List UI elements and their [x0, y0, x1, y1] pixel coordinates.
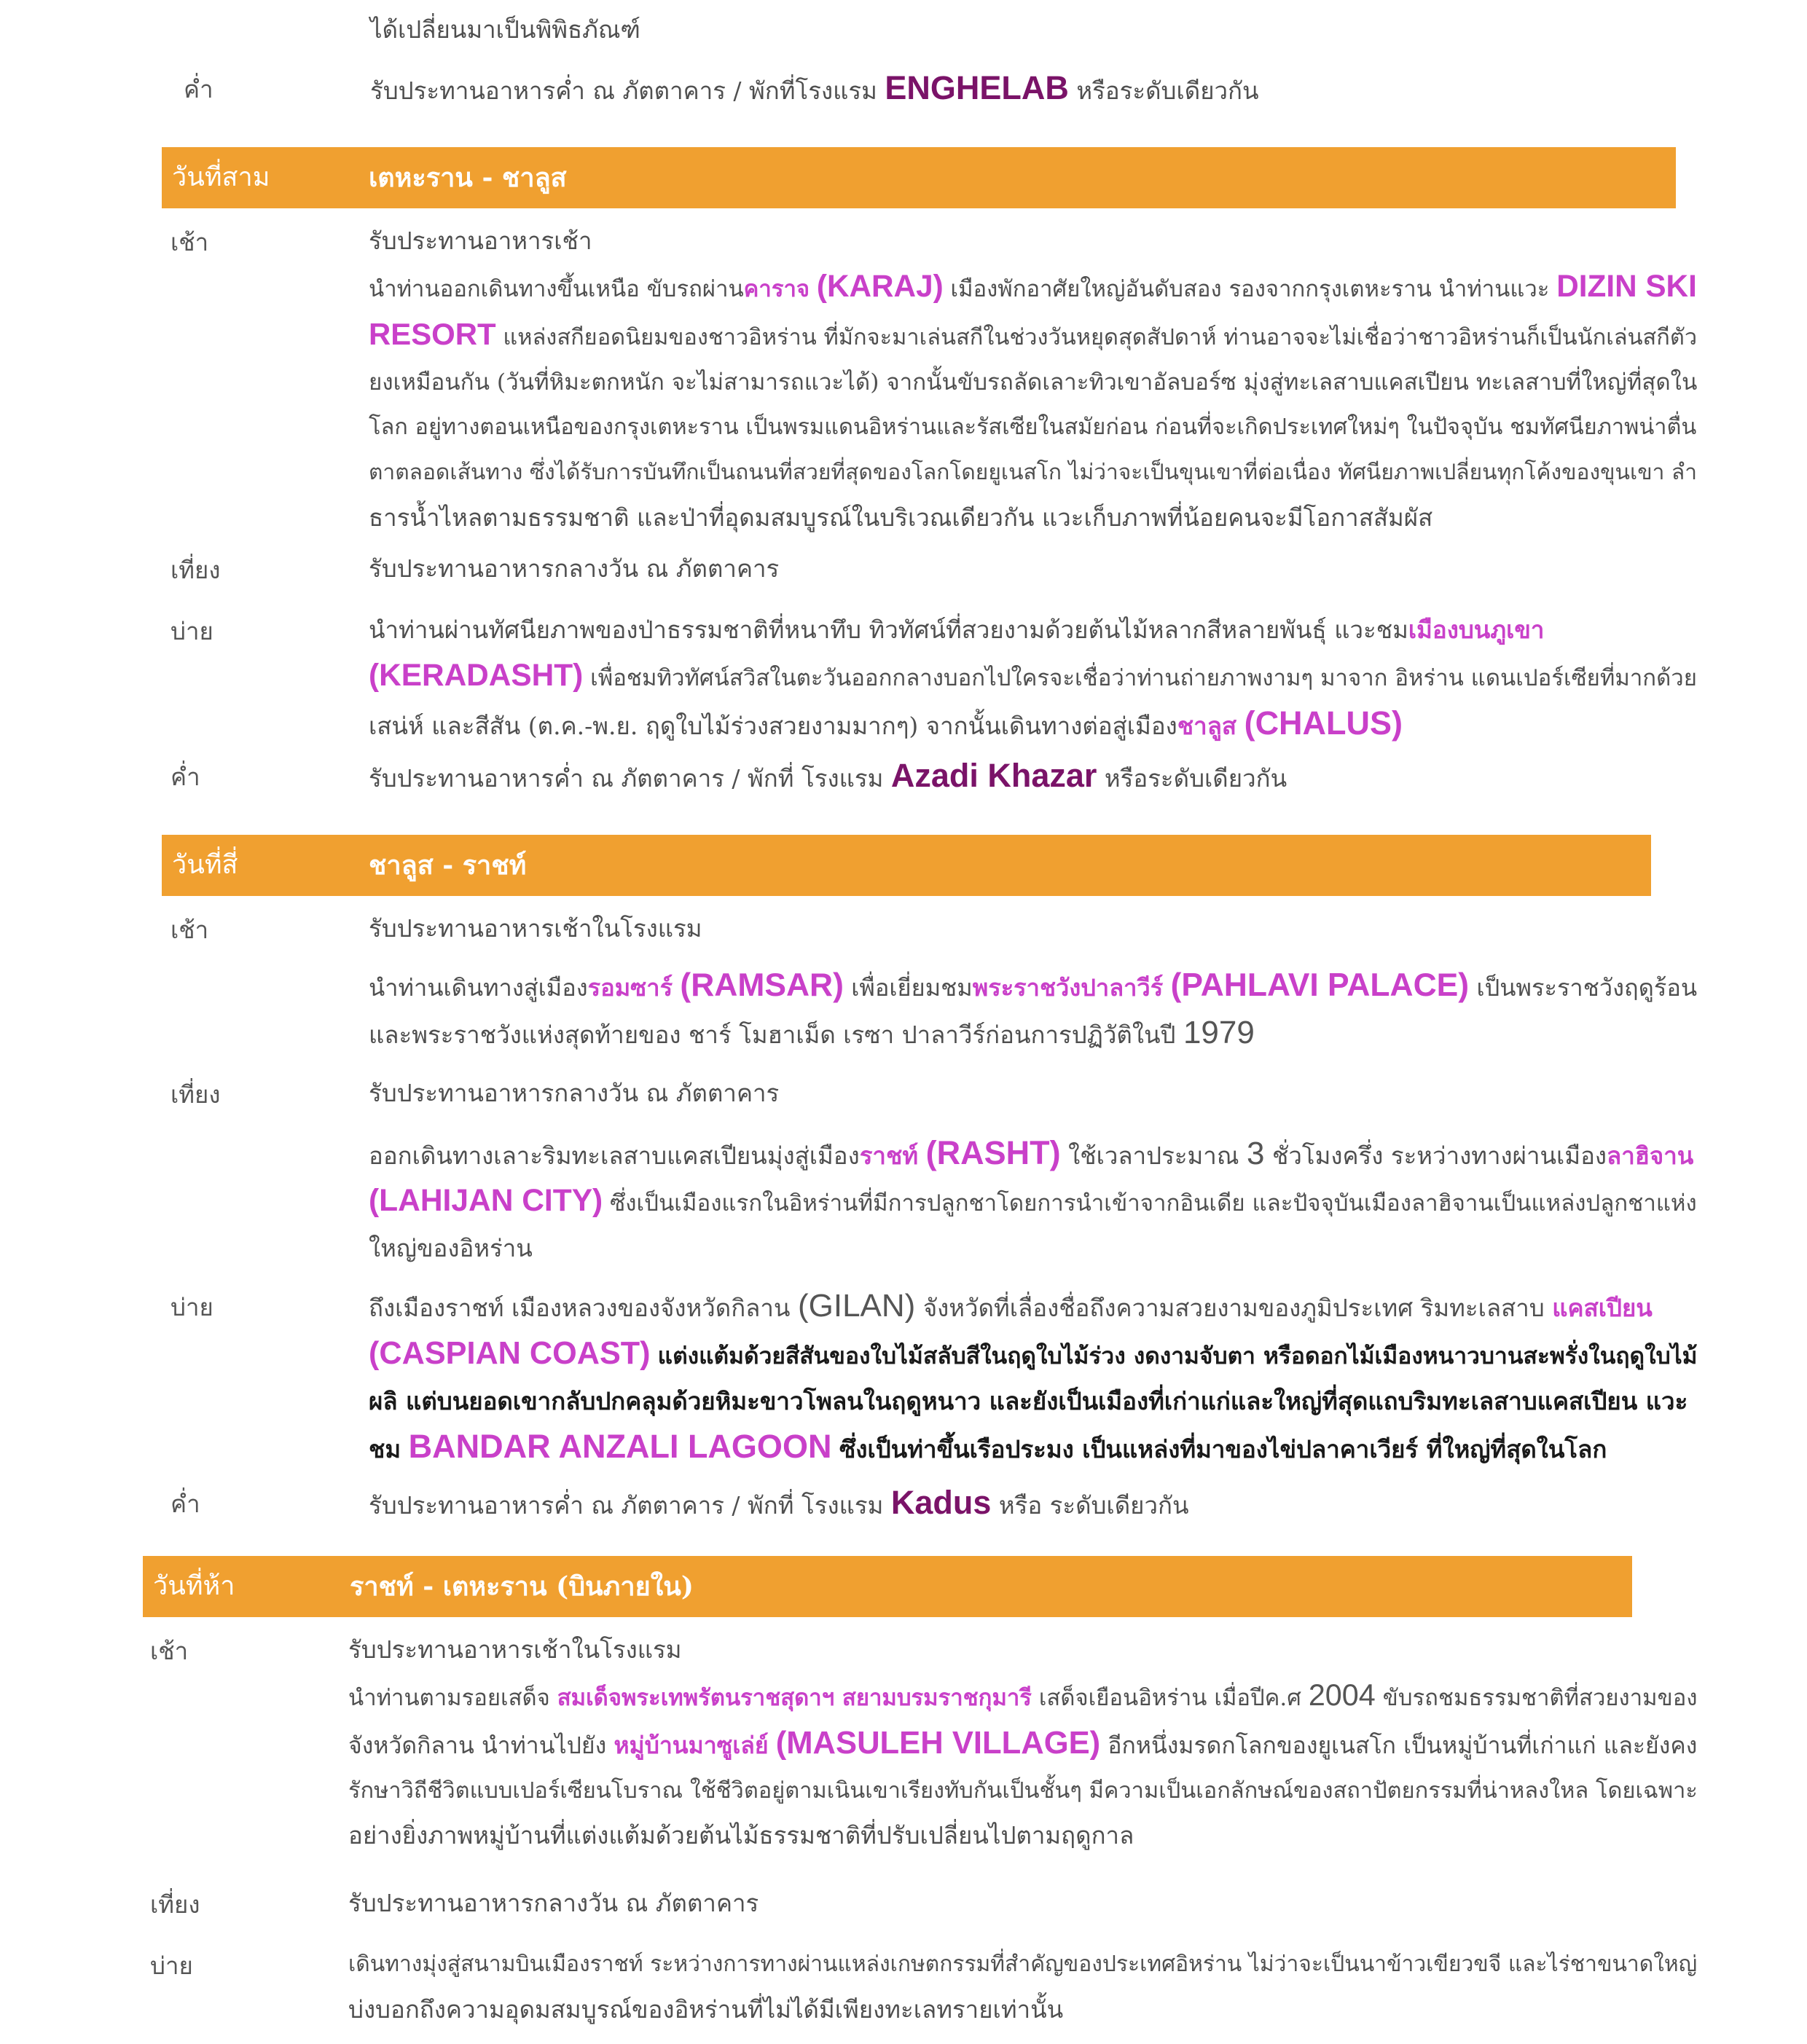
day4-morning-detail: นำท่านเดินทางสู่เมืองรอมซาร์ (RAMSAR) เพื่อเยี่ยมชมพระราชวังปาลาวีร์ (PAHLAVI PALACE) เป็นพระราชวังฤดูร้อน และพระราชวังแห่งสุดท้ายของ ชาร์ โมฮาเม็ด เรซา ปาลาวีร์ก่อนการปฏิวัติในปี 1979 — [369, 967, 1698, 1050]
day5-morning: รับประทานอาหารเช้าในโรงแรม นำท่านตามรอยเสด็จ สมเด็จพระเทพรัตนราชสุดาฯ สยามบรมราชกุมารี เสด็จเยือนอิหร่าน เมื่อปีค.ศ 2004 ขับรถชมธรรมชาติที่สวยงามของ จังหวัดกิลาน นำท่านไปยัง หมู่บ้านมาซูเล่ย์ (MASULEH VILLAGE) อีกหนึ่งมรดกโลกของยูเนสโก เป็นหมู่บ้านที่เก่าแก่ และยังคง รักษาวิถีชีวิตแบบเปอร์เซียนโบราณ ใช้ชีวิตอยู่ตามเนินเขาเรียงทับกันเป็นชั้นๆ มีความเป็นเอกลักษณ์ของสถาปัตยกรรมที่น่าหลงใหล โดยเฉพาะ อย่างยิ่งภาพหมู่บ้านที่แต่งแต้มด้วยต้นไม้ธรรมชาติที่ปรับเปลี่ยนไปตามฤดูกาล — [348, 1627, 1698, 1858]
year: 1979 — [1183, 1015, 1255, 1050]
route-label: ชาลูส - ราชท์ — [369, 850, 527, 881]
day3-afternoon-label: บ่าย — [170, 617, 213, 645]
day5-morning-label: เช้า — [150, 1637, 189, 1665]
place-anzali-lagoon: BANDAR ANZALI LAGOON — [408, 1428, 832, 1465]
place-chalus-th: ชาลูส — [1177, 712, 1237, 740]
breakfast: รับประทานอาหารเช้าในโรงแรม — [369, 914, 702, 943]
royal-name: สมเด็จพระเทพรัตนราชสุดาฯ สยามบรมราชกุมารี — [557, 1685, 1032, 1711]
place-karaj-th: คาราจ — [743, 276, 810, 302]
day3-noon — [369, 546, 779, 591]
lunch: รับประทานอาหารกลางวัน ณ ภัตตาคาร — [348, 1889, 759, 1917]
dinner-suffix: หรือระดับเดียวกัน — [1104, 764, 1287, 793]
day4-header — [162, 835, 1651, 896]
hours: 3 — [1246, 1136, 1265, 1171]
route-label: ราชท์ - เตหะราน (บินภายใน) — [350, 1571, 694, 1602]
day4-evening — [369, 1480, 1189, 1528]
day4-afternoon-label: บ่าย — [170, 1293, 213, 1321]
lunch: รับประทานอาหารกลางวัน ณ ภัตตาคาร — [369, 554, 780, 583]
place-dizin: DIZIN SKI — [1556, 269, 1697, 303]
place-mountain-town: เมืองบนภูเขา — [1408, 616, 1545, 644]
day3-evening — [369, 753, 1287, 801]
place-caspian-th: แคสเปียน — [1552, 1294, 1653, 1322]
place-rasht-th: ราชท์ — [859, 1141, 919, 1170]
dinner-text: รับประทานอาหารค่ำ ณ ภัตตาคาร / พักที่โรงแรม — [370, 76, 877, 105]
place-chalus-en: (CHALUS) — [1244, 704, 1403, 742]
day4-noon — [369, 1071, 779, 1116]
day4-morning — [369, 906, 702, 951]
place-resort: RESORT — [369, 317, 496, 351]
place-lahijan-en: (LAHIJAN CITY) — [369, 1184, 603, 1218]
dinner-suffix: หรือระดับเดียวกัน — [1076, 76, 1259, 105]
place-masuleh-en: (MASULEH VILLAGE) — [775, 1726, 1101, 1761]
day5-noon — [348, 1881, 759, 1926]
intro-dinner-label: ค่ำ — [184, 75, 213, 103]
day3-header — [162, 147, 1676, 208]
place-rasht-en: (RASHT) — [925, 1134, 1061, 1171]
day3-afternoon: นำท่านผ่านทัศนียภาพของป่าธรรมชาติที่หนาทึบ ทิวทัศน์ที่สวยงามด้วยต้นไม้หลากสีหลายพันธุ์ แวะชมเมืองบนภูเขา (KERADASHT) เพื่อชมทิวทัศน์สวิสในตะวันออกกลางบอกไปใครจะเชื่อว่าท่านถ่ายภาพงามๆ มาจาก อิหร่าน แดนเปอร์เซียที่มากด้วย เสน่ห์ และสีสัน (ต.ค.-พ.ย. ฤดูใบไม้ร่วงสวยงามมากๆ) จากนั้นเดินทางต่อสู่เมืองชาลูส (CHALUS) — [369, 616, 1697, 742]
day3-evening-label: ค่ำ — [170, 763, 200, 791]
dinner-text: รับประทานอาหารค่ำ ณ ภัตตาคาร / พักที่ โรงแรม — [369, 764, 884, 793]
place-palace-en: (PAHLAVI PALACE) — [1170, 967, 1470, 1003]
place-caspian-en: (CASPIAN COAST) — [369, 1336, 651, 1371]
day4-morning-label: เช้า — [170, 916, 209, 944]
day-label: วันที่สาม — [172, 162, 270, 192]
day5-noon-label: เที่ยง — [150, 1890, 200, 1919]
route-label: เตหะราน - ชาลูส — [369, 162, 567, 193]
day3-morning: รับประทานอาหารเช้า นำท่านออกเดินทางขึ้นเหนือ ขับรถผ่านคาราจ (KARAJ) เมืองพักอาศัยใหญ่อันดับสอง รองจากกรุงเตหะราน นำท่านแวะ DIZIN SKI RESORT แหล่งสกียอดนิยมของชาวอิหร่าน ที่มักจะมาเล่นสกีในช่วงวันหยุดสุดสัปดาห์ ท่านอาจจะไม่เชื่อว่าชาวอิหร่านก็เป็นนักเล่นสกีตัว ยงเหมือนกัน (วันที่หิมะตกหนัก จะไม่สามารถแวะได้) จากนั้นขับรถลัดเลาะทิวเขาอัลบอร์ซ มุ่งสู่ทะเลสาบแคสเปียน ทะเลสาบที่ใหญ่ที่สุดใน โลก อยู่ทางตอนเหนือของกรุงเตหะราน เป็นพรมแดนอิหร่านและรัสเซียในสมัยก่อน ก่อนที่จะเกิดประเทศใหม่ๆ ในปัจจุบัน ชมทัศนียภาพน่าตื่น ตาตลอดเส้นทาง ซึ่งได้รับการบันทึกเป็นถนนที่สวยที่สุดของโลกโดยยูเนสโก ไม่ว่าจะเป็นขุนเขาที่ต่อเนื่อง ทัศนียภาพเปลี่ยนทุกโค้งของขุนเขา ลำ ธารน้ำไหลตามธรรมชาติ และป่าที่อุดมสมบูรณ์ในบริเวณเดียวกัน แวะเก็บภาพที่น้อยคนจะมีโอกาสสัมผัส — [369, 219, 1697, 541]
day4-noon-label: เที่ยง — [170, 1080, 221, 1109]
place-karaj-en: (KARAJ) — [816, 269, 944, 303]
year: 2004 — [1308, 1678, 1376, 1712]
hotel-name: Azadi Khazar — [890, 757, 1097, 794]
place-masuleh-th: หมู่บ้านมาซูเล่ย์ — [614, 1731, 769, 1759]
day3-morning-label: เช้า — [170, 228, 209, 256]
lunch: รับประทานอาหารกลางวัน ณ ภัตตาคาร — [369, 1079, 780, 1107]
day4-afternoon: ถึงเมืองราชท์ เมืองหลวงของจังหวัดกิลาน (GILAN) จังหวัดที่เลื่องชื่อถึงความสวยงามของภูมิประเทศ ริมทะเลสาบ แคสเปียน (CASPIAN COAST) แต่งแต้มด้วยสีสันของใบไม้สลับสีในฤดูใบไม้ร่วง งดงามจับตา หรือดอกไม้เมืองหนาวบานสะพรั่งในฤดูใบไม้ ผลิ แต่บนยอดเขากลับปกคลุมด้วยหิมะขาวโพลนในฤดูหนาว และยังเป็นเมืองที่เก่าแก่และใหญ่ที่สุดแถบริมทะเลสาบแคสเปียน แวะ ชม BANDAR ANZALI LAGOON ซึ่งเป็นท่าขึ้นเรือประมง เป็นแหล่งที่มาของไข่ปลาคาเวียร์ ที่ใหญ่ที่สุดในโลก — [369, 1288, 1698, 1465]
place-keradasht: (KERADASHT) — [369, 658, 584, 692]
intro-dinner — [370, 66, 1259, 114]
dinner-text: รับประทานอาหารค่ำ ณ ภัตตาคาร / พักที่ โรงแรม — [369, 1491, 884, 1520]
place-ramsar-en: (RAMSAR) — [680, 967, 844, 1003]
hotel-name: ENGHELAB — [885, 69, 1069, 106]
place-palace-th: พระราชวังปาลาวีร์ — [972, 973, 1164, 1002]
place-lahijan-th: ลาฮิจาน — [1607, 1141, 1694, 1170]
day3-noon-label: เที่ยง — [170, 556, 221, 584]
place-gilan: (GILAN) — [797, 1288, 916, 1324]
hotel-name: Kadus — [890, 1484, 992, 1521]
breakfast: รับประทานอาหารเช้า — [369, 227, 592, 255]
dinner-suffix: หรือ ระดับเดียวกัน — [998, 1491, 1189, 1520]
breakfast: รับประทานอาหารเช้าในโรงแรม — [348, 1635, 682, 1664]
intro-tail — [370, 7, 640, 52]
day-label: วันที่ห้า — [153, 1571, 235, 1601]
day5-header — [143, 1556, 1632, 1617]
day4-noon-detail: ออกเดินทางเลาะริมทะเลสาบแคสเปียนมุ่งสู่เมืองราชท์ (RASHT) ใช้เวลาประมาณ 3 ชั่วโมงครึ่ง ระหว่างทางผ่านเมืองลาฮิจาน (LAHIJAN CITY) ซึ่งเป็นเมืองแรกในอิหร่านที่มีการปลูกชาโดยการนำเข้าจากอินเดีย และปัจจุบันเมืองลาฮิจานเป็นแหล่งปลูกชาแห่ง ใหญ่ของอิหร่าน — [369, 1134, 1697, 1262]
day4-evening-label: ค่ำ — [170, 1490, 200, 1518]
day5-afternoon: เดินทางมุ่งสู่สนามบินเมืองราชท์ ระหว่างการทางผ่านแหล่งเกษตกรรมที่สำคัญของประเทศอิหร่าน ไม่ว่าจะเป็นนาข้าวเขียวขจี และไร่ชาขนาดใหญ่ บ่งบอกถึงความอุดมสมบูรณ์ของอิหร่านที่ไม่ได้มีเพียงทะเลทรายเท่านั้น — [348, 1951, 1698, 2024]
place-ramsar-th: รอมซาร์ — [587, 973, 673, 1002]
day-label: วันที่สี่ — [172, 850, 238, 880]
intro-tail-line: ได้เปลี่ยนมาเป็นพิพิธภัณฑ์ — [370, 15, 640, 44]
day5-afternoon-label: บ่าย — [150, 1951, 193, 1980]
